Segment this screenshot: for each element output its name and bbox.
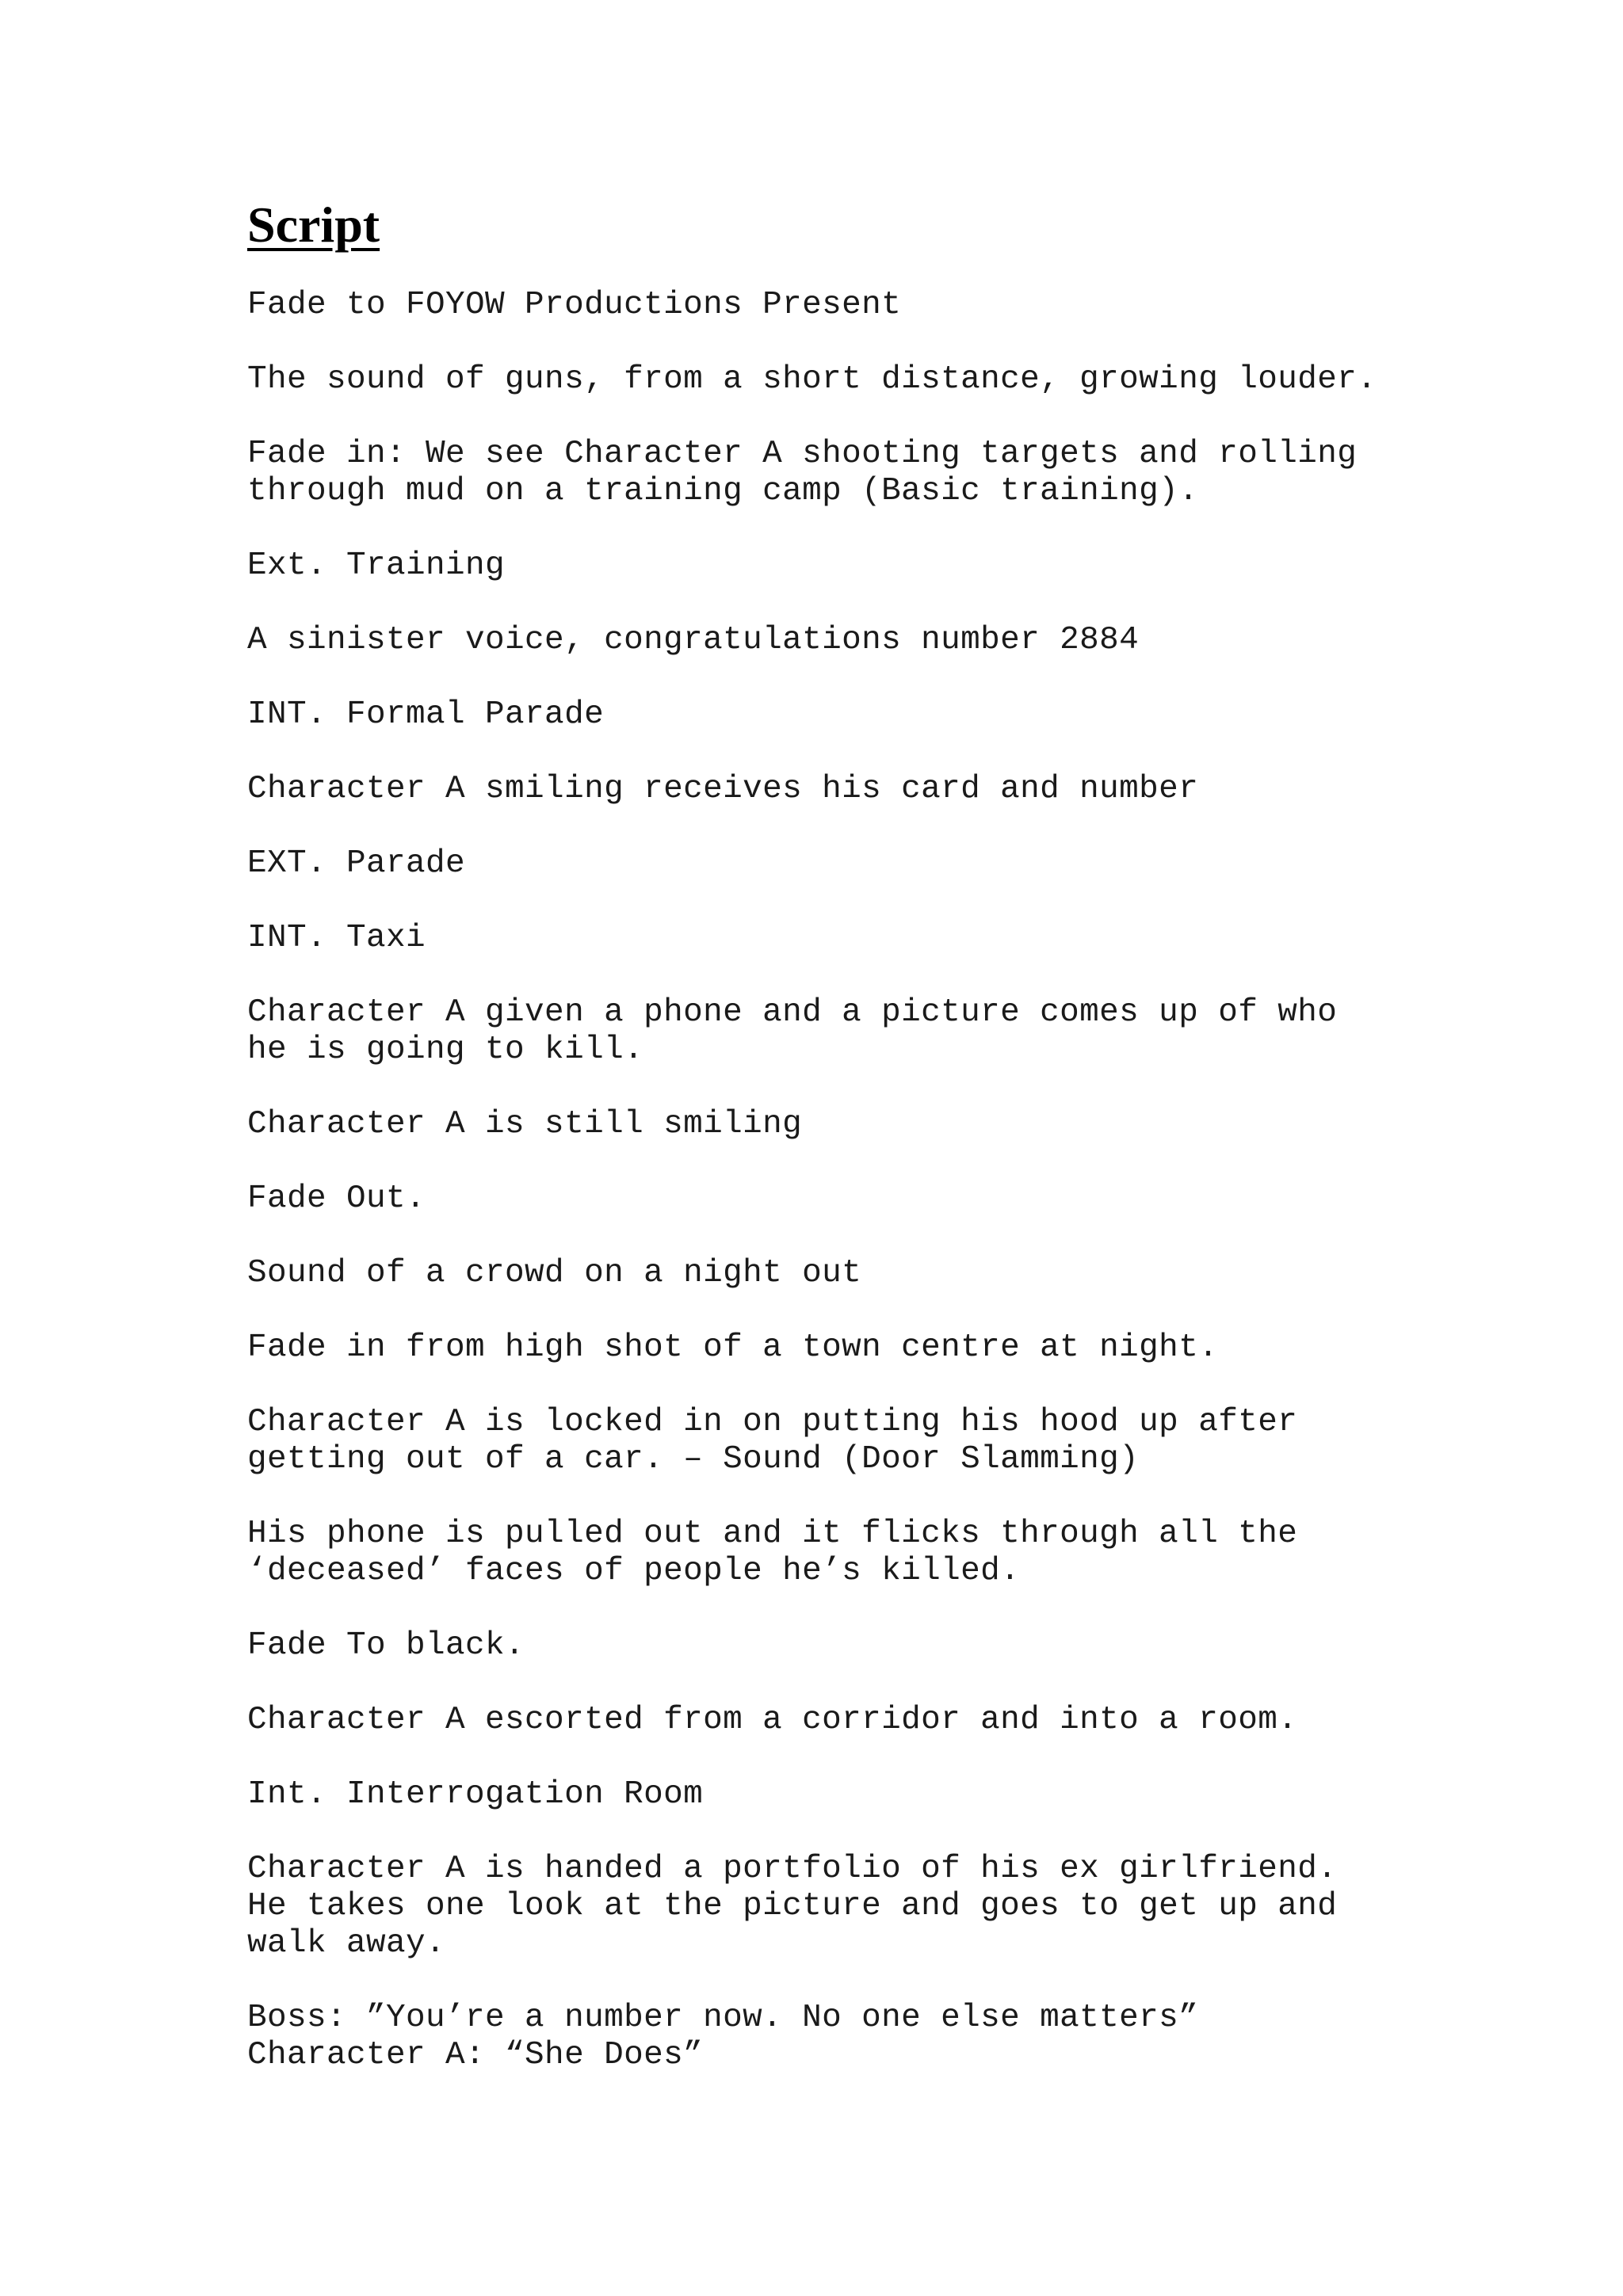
script-paragraph [247, 547, 1484, 585]
script-line: Fade in from high shot of a town centre at night. [247, 1329, 1219, 1366]
script-line: EXT. Parade [247, 845, 466, 882]
script-line: INT. Taxi [247, 920, 426, 956]
script-paragraph [247, 1851, 1484, 1962]
script-paragraph [247, 1776, 1484, 1814]
script-paragraph [247, 771, 1484, 808]
script-paragraph [247, 622, 1484, 659]
script-paragraph [247, 1255, 1484, 1292]
script-paragraph [247, 1702, 1484, 1739]
script-line: Ext. Training [247, 547, 506, 584]
script-line: Character A is handed a portfolio of his ex girlfriend. [247, 1851, 1338, 1887]
dialogue-line-boss: Boss: ”You’re a number now. No one else matters” [247, 2000, 1199, 2036]
script-line: Fade to FOYOW Productions Present [247, 287, 902, 323]
dialogue-block [247, 2000, 1484, 2074]
script-line: A sinister voice, congratulations number 2884 [247, 622, 1140, 658]
script-line: The sound of guns, from a short distance, growing louder. [247, 361, 1377, 398]
script-paragraph [247, 1627, 1484, 1665]
script-line: Fade in: We see Character A shooting targets and rolling [247, 436, 1358, 472]
script-paragraph [247, 845, 1484, 883]
script-line: Character A is locked in on putting his hood up after [247, 1404, 1298, 1440]
script-line: he is going to kill. [247, 1032, 644, 1068]
script-paragraph [247, 436, 1484, 510]
script-line: getting out of a car. – Sound (Door Slamming) [247, 1441, 1140, 1478]
script-line: INT. Formal Parade [247, 696, 605, 733]
page-title: Script [247, 196, 380, 253]
script-paragraph [247, 920, 1484, 957]
script-line: Fade Out. [247, 1180, 426, 1217]
script-line: Character A given a phone and a picture comes up of who [247, 994, 1338, 1031]
script-line: ‘deceased’ faces of people he’s killed. [247, 1553, 1021, 1589]
dialogue-line-character-a: Character A: “She Does” [247, 2037, 704, 2073]
script-body [247, 287, 1484, 2074]
script-line: Fade To black. [247, 1627, 525, 1664]
script-paragraph [247, 1106, 1484, 1143]
script-paragraph [247, 1516, 1484, 1590]
script-paragraph [247, 696, 1484, 734]
script-line: Int. Interrogation Room [247, 1776, 704, 1813]
script-line: Character A escorted from a corridor and into a room. [247, 1702, 1298, 1738]
script-paragraph [247, 1180, 1484, 1218]
script-line: He takes one look at the picture and goes to get up and [247, 1888, 1338, 1924]
script-paragraph [247, 994, 1484, 1069]
script-line: through mud on a training camp (Basic training). [247, 473, 1199, 509]
script-line: Character A is still smiling [247, 1106, 803, 1142]
script-line: Sound of a crowd on a night out [247, 1255, 862, 1291]
script-paragraph [247, 1404, 1484, 1478]
script-paragraph [247, 1329, 1484, 1367]
script-line: Character A smiling receives his card and number [247, 771, 1199, 807]
script-paragraph [247, 361, 1484, 399]
script-paragraph [247, 287, 1484, 324]
script-line: His phone is pulled out and it flicks through all the [247, 1516, 1298, 1552]
script-line: walk away. [247, 1925, 446, 1962]
